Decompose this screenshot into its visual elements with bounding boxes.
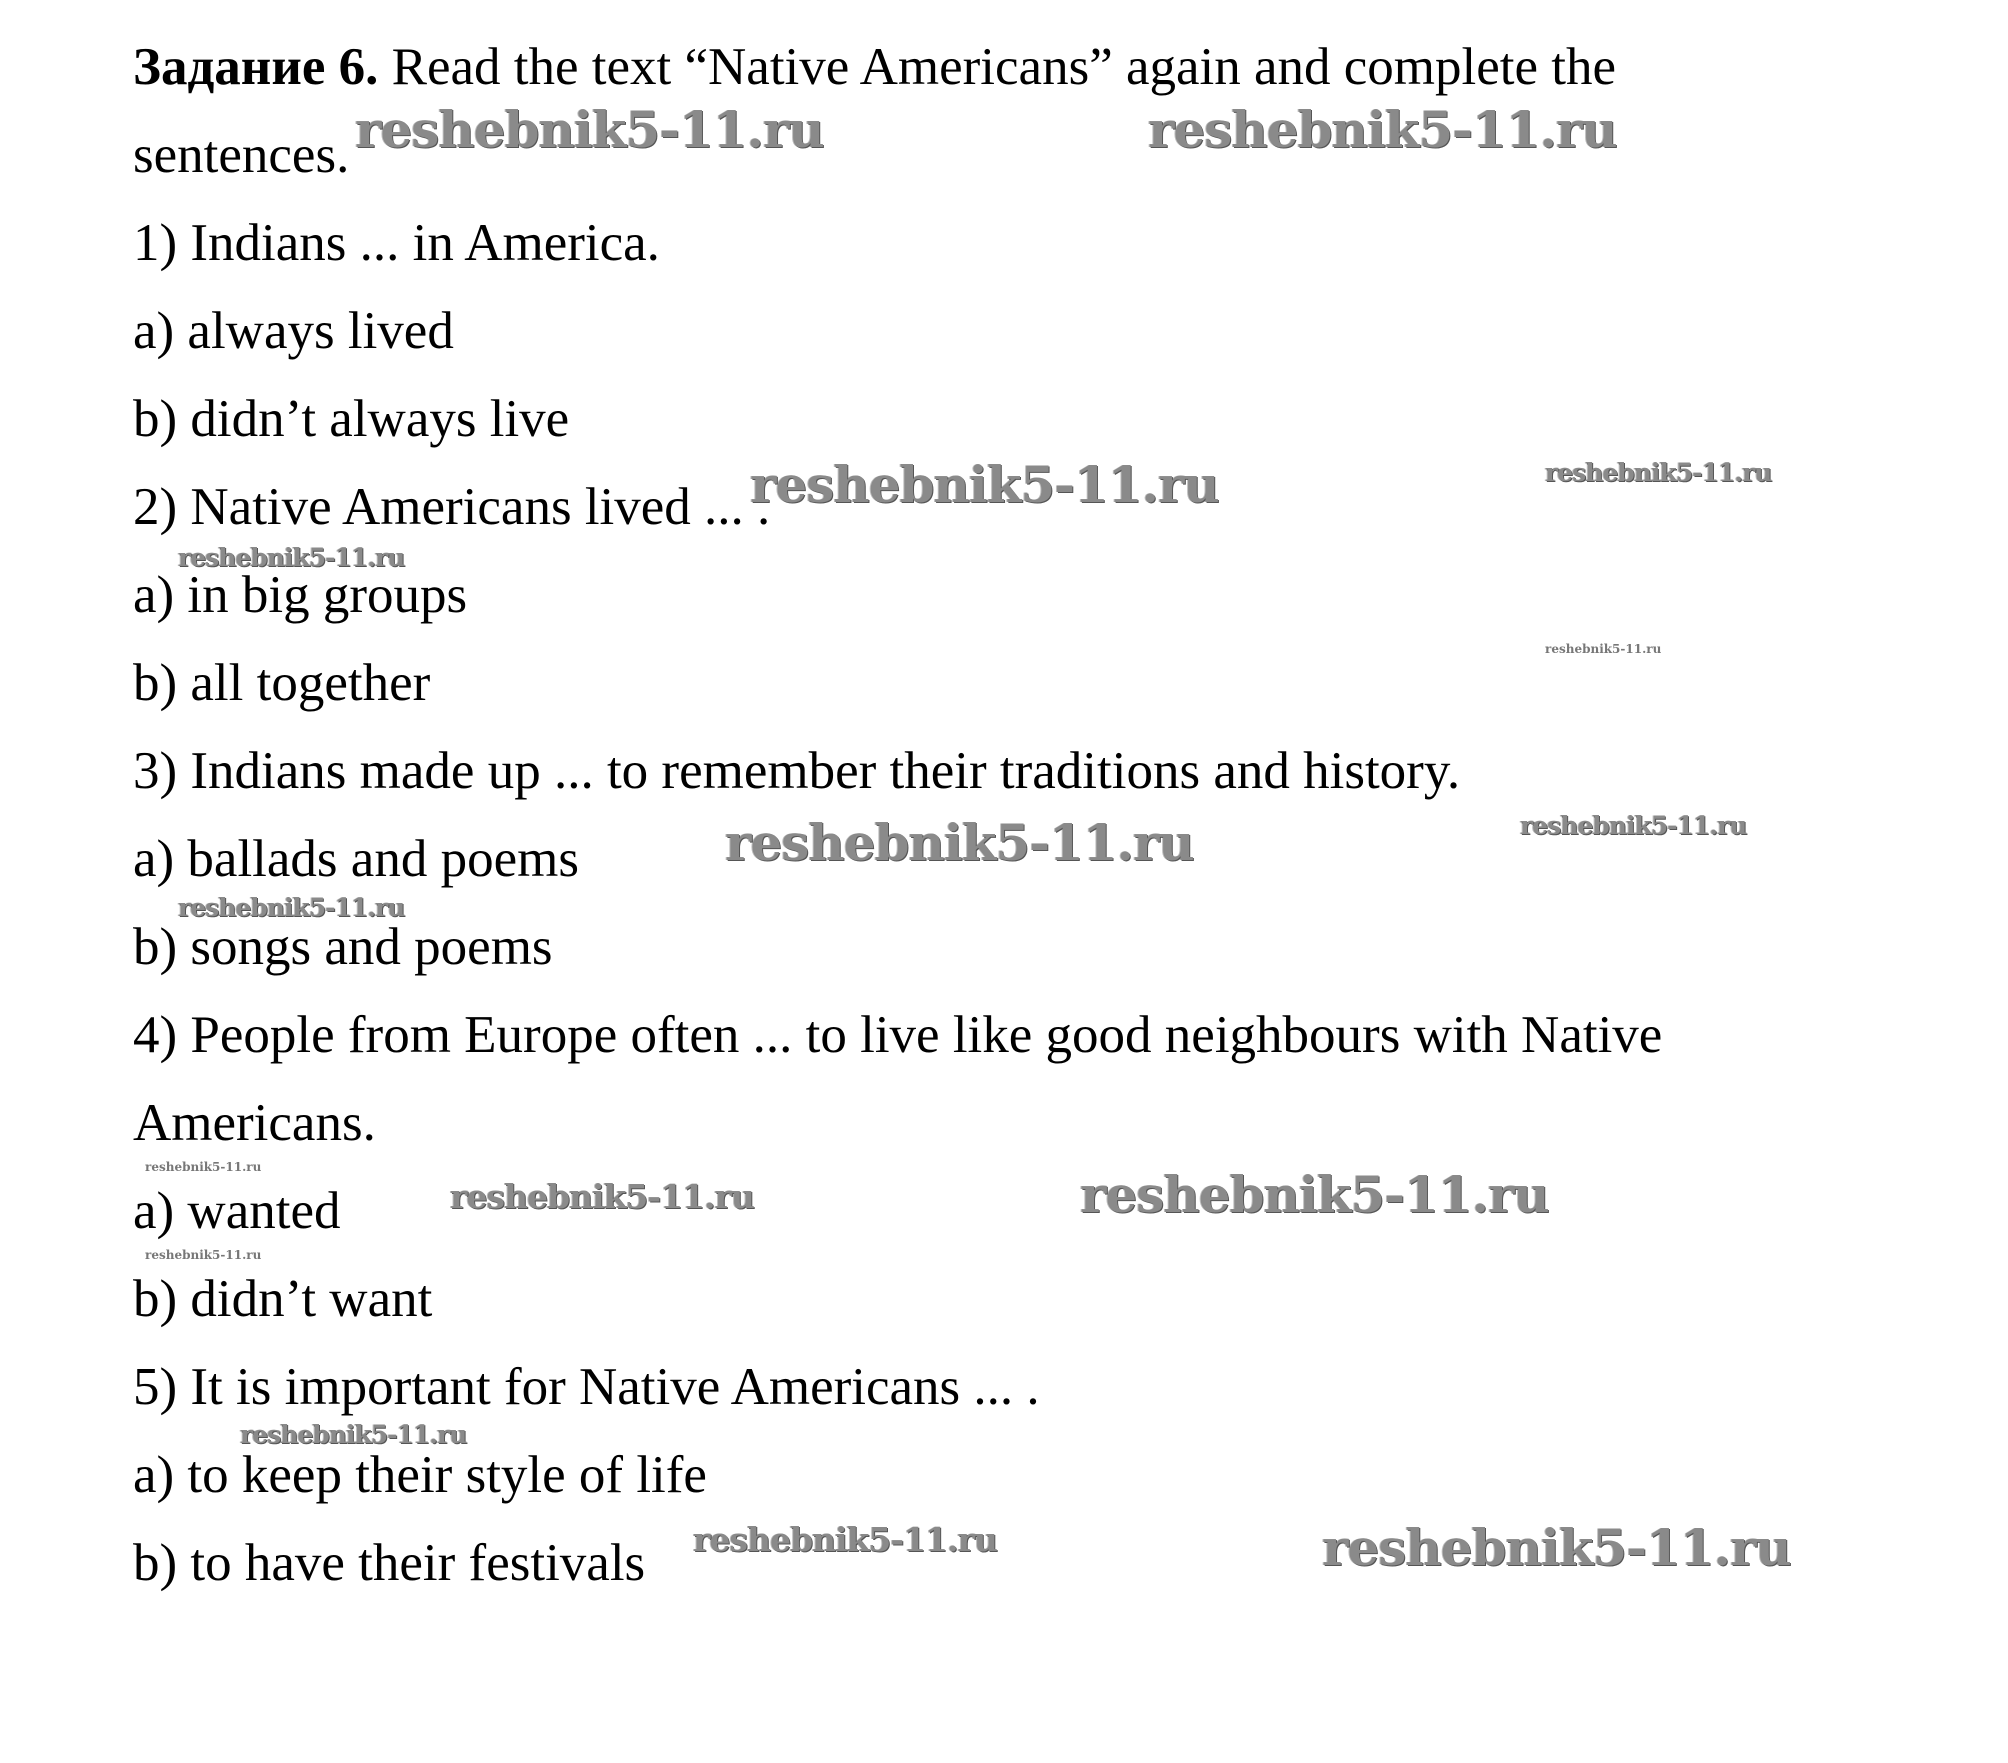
watermark: reshebnik5-11.ru xyxy=(1148,100,1617,159)
watermark: reshebnik5-11.ru xyxy=(355,100,824,159)
question-4-stem-continued: Americans. xyxy=(133,1094,376,1152)
question-2-option-a: a) in big groups xyxy=(133,566,468,624)
watermark: reshebnik5-11.ru xyxy=(240,1420,467,1449)
watermark: reshebnik5-11.ru xyxy=(145,1160,262,1174)
watermark: reshebnik5-11.ru xyxy=(178,893,405,922)
task-instruction-continued: sentences. xyxy=(133,126,350,184)
question-5-option-b: b) to have their festivals xyxy=(133,1534,646,1592)
watermark: reshebnik5-11.ru xyxy=(693,1520,997,1559)
watermark: reshebnik5-11.ru xyxy=(1545,642,1662,656)
question-3-option-a: a) ballads and poems xyxy=(133,830,579,888)
question-4-option-a: a) wanted xyxy=(133,1182,341,1240)
question-3-stem: 3) Indians made up ... to remember their traditions and history. xyxy=(133,742,1461,800)
watermark: reshebnik5-11.ru xyxy=(450,1177,754,1216)
question-4-option-b: b) didn’t want xyxy=(133,1270,433,1328)
question-5-option-a: a) to keep their style of life xyxy=(133,1446,707,1504)
watermark: reshebnik5-11.ru xyxy=(1080,1165,1549,1224)
question-2-option-b: b) all together xyxy=(133,654,431,712)
question-1-option-b: b) didn’t always live xyxy=(133,390,570,448)
question-5-stem: 5) It is important for Native Americans ... . xyxy=(133,1358,1040,1416)
watermark: reshebnik5-11.ru xyxy=(145,1248,262,1262)
question-3-option-b: b) songs and poems xyxy=(133,918,553,976)
question-1-option-a: a) always lived xyxy=(133,302,454,360)
task-label: Задание 6. xyxy=(133,38,379,96)
watermark: reshebnik5-11.ru xyxy=(1322,1518,1791,1577)
watermark: reshebnik5-11.ru xyxy=(725,813,1194,872)
task-instruction: Read the text “Native Americans” again and complete the xyxy=(378,38,1617,96)
watermark: reshebnik5-11.ru xyxy=(1520,811,1747,840)
question-2-stem: 2) Native Americans lived ... . xyxy=(133,478,771,536)
watermark: reshebnik5-11.ru xyxy=(750,455,1219,514)
watermark: reshebnik5-11.ru xyxy=(178,543,405,572)
watermark: reshebnik5-11.ru xyxy=(1545,458,1772,487)
task-heading xyxy=(133,37,1616,97)
question-1-stem: 1) Indians ... in America. xyxy=(133,214,660,272)
question-4-stem: 4) People from Europe often ... to live like good neighbours with Native xyxy=(133,1006,1663,1064)
